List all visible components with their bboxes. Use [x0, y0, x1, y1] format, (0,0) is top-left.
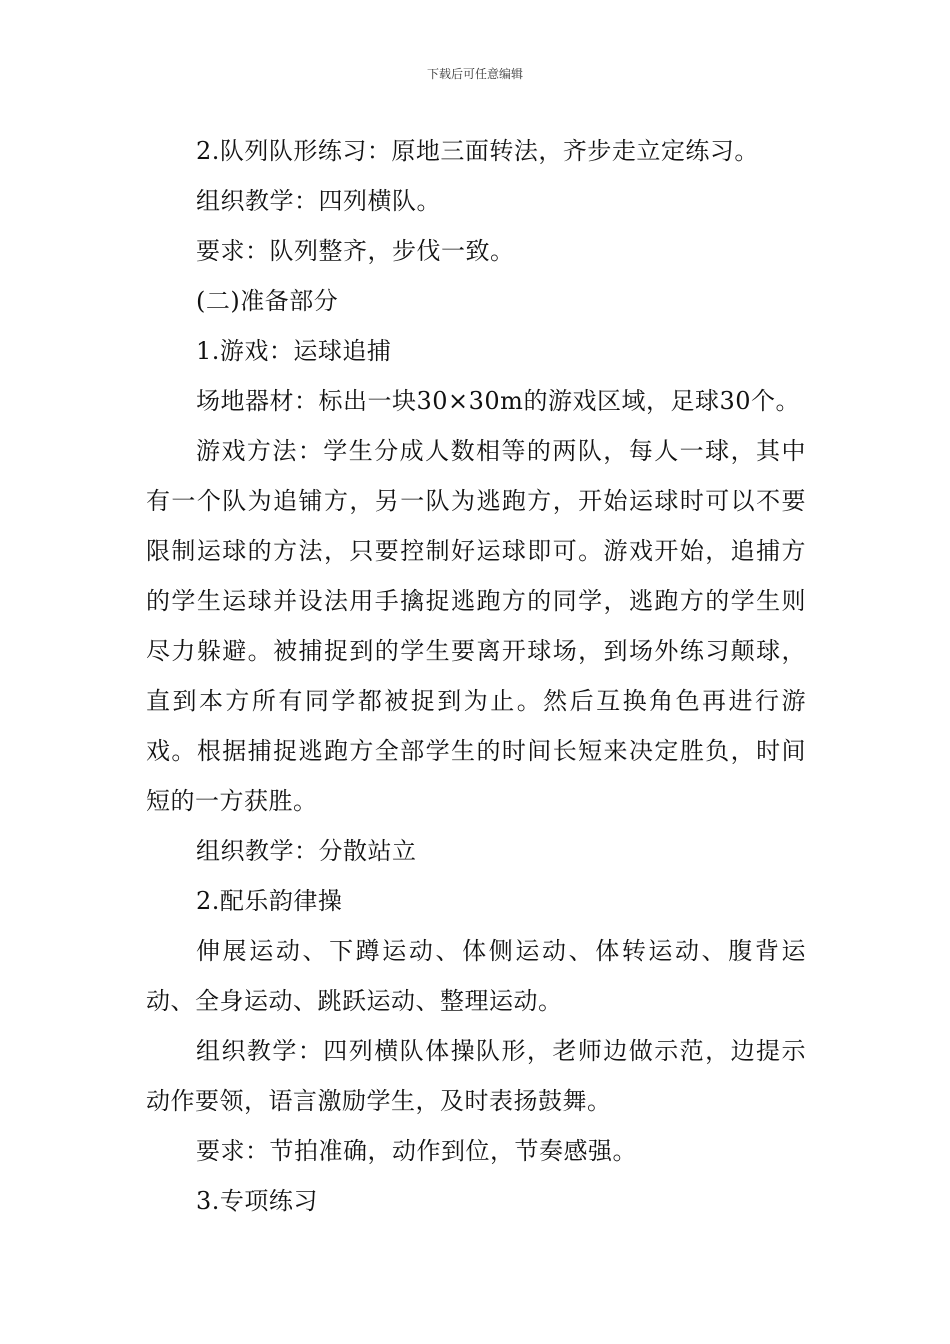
paragraph-requirement-1: 要求：队列整齐，步伐一致。 [196, 237, 515, 265]
paragraph-organization-1: 组织教学：四列横队。 [196, 187, 441, 215]
paragraph-game-title: 1.游戏：运球追捕 [196, 337, 392, 365]
document-body [146, 126, 806, 1226]
paragraph-organization-3: 组织教学：四列横队体操队形，老师边做示范，边提示动作要领，语言激励学生，及时表扬鼓舞。 [146, 1037, 806, 1115]
paragraph-special-practice-title: 3.专项练习 [196, 1187, 318, 1215]
paragraph-requirement-2: 要求：节拍准确，动作到位，节奏感强。 [196, 1137, 637, 1165]
paragraph-formation-drill: 2.队列队形练习：原地三面转法，齐步走立定练习。 [196, 137, 759, 165]
paragraph-rhythmic-exercise-title: 2.配乐韵律操 [196, 887, 343, 915]
paragraph-game-method: 游戏方法：学生分成人数相等的两队，每人一球，其中有一个队为追铺方，另一队为逃跑方，开始运球时可以不要限制运球的方法，只要控制好运球即可。游戏开始，追捕方的学生运球并设法用手擒捉逃跑方的同学，逃跑方的学生则尽力躲避。被捕捉到的学生要离开球场，到场外练习颠球，直到本方所有同学都被捉到为止。然后互换角色再进行游戏。根据捕捉逃跑方全部学生的时间长短来决定胜负，时间短的一方获胜。 [146, 437, 806, 815]
paragraph-equipment: 场地器材：标出一块30×30m的游戏区域，足球30个。 [196, 387, 800, 415]
page-header: 下载后可任意编辑 [426, 67, 523, 81]
paragraph-exercise-list: 伸展运动、下蹲运动、体侧运动、体转运动、腹背运动、全身运动、跳跃运动、整理运动。 [146, 937, 806, 1015]
section-heading-preparation: (二)准备部分 [196, 287, 339, 315]
paragraph-organization-2: 组织教学：分散站立 [196, 837, 417, 865]
